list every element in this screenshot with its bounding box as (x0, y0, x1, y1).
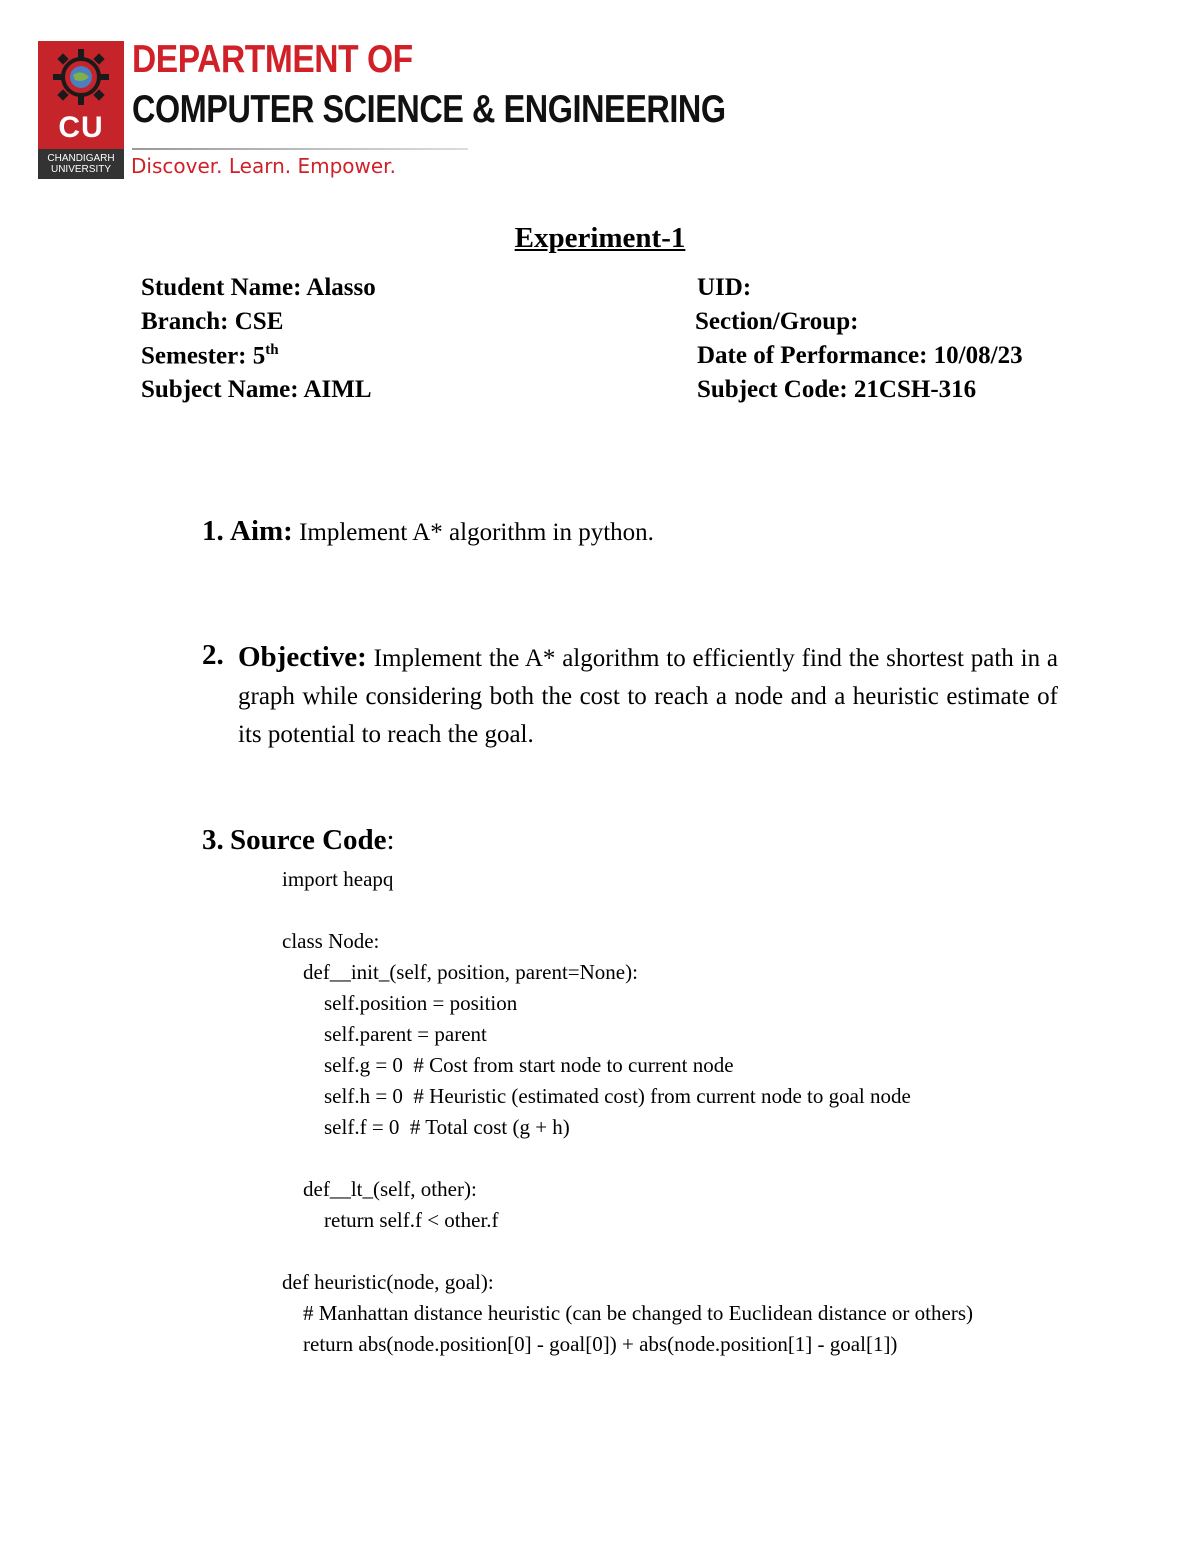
objective-text: Implement the A* algorithm to efficiently find the shortest path in a graph while considering both the cost to reach a node and a heuristic estimate of its potential to reach the goal. (238, 645, 1058, 748)
branch: Branch: CSE (141, 308, 284, 335)
objective-number (202, 636, 224, 676)
semester-suffix: th (265, 342, 279, 358)
code-line: def heuristic(node, goal): (282, 1270, 494, 1294)
source-number: 3. (202, 824, 224, 856)
logo-university-line1: CHANDIGARH (47, 153, 115, 164)
objective-number-text: 2. (202, 639, 224, 671)
code-line: # Manhattan distance heuristic (can be changed to Euclidean distance or others) (282, 1301, 973, 1325)
code-line: def__init_(self, position, parent=None): (282, 960, 638, 984)
experiment-title: Experiment-1 (514, 222, 686, 254)
aim-section (202, 512, 654, 552)
header-divider (132, 148, 468, 150)
subject-code: Subject Code: 21CSH-316 (697, 376, 977, 403)
aim-text: Implement A* algorithm in python. (292, 519, 654, 546)
semester-label: Semester: 5 (141, 342, 266, 370)
semester (141, 342, 279, 370)
university-logo (38, 41, 124, 179)
code-line: self.g = 0 # Cost from start node to current node (282, 1053, 734, 1077)
student-name: Student Name: Alasso (141, 274, 376, 301)
code-line: import heapq (282, 867, 394, 891)
source-heading: Source Code (230, 824, 387, 856)
logo-university-name (38, 149, 124, 179)
objective-heading: Objective: (238, 641, 367, 673)
code-line: class Node: (282, 929, 380, 953)
code-line: self.f = 0 # Total cost (g + h) (282, 1115, 570, 1139)
objective-section (238, 638, 1058, 754)
code-line: self.h = 0 # Heuristic (estimated cost) from current node to goal node (282, 1084, 911, 1108)
subject-name: Subject Name: AIML (141, 376, 372, 403)
section-group: Section/Group: (695, 308, 859, 335)
code-line: self.position = position (282, 991, 518, 1015)
code-line: return abs(node.position[0] - goal[0]) + abs(node.position[1] - goal[1]) (282, 1332, 898, 1356)
tagline: Discover. Learn. Empower. (131, 154, 396, 178)
date-of-performance: Date of Performance: 10/08/23 (697, 342, 1023, 369)
logo-cu-text: CU (58, 111, 104, 144)
source-colon: : (386, 824, 395, 856)
code-line: self.parent = parent (282, 1022, 487, 1046)
gear-globe-icon (51, 47, 111, 107)
uid: UID: (697, 274, 752, 301)
logo-university-line2: UNIVERSITY (50, 164, 111, 175)
aim-heading: Aim: (230, 515, 293, 547)
code-line: def__lt_(self, other): (282, 1177, 477, 1201)
aim-number: 1. (202, 515, 224, 547)
department-heading-line1: DEPARTMENT OF (132, 38, 413, 81)
code-line: return self.f < other.f (282, 1208, 499, 1232)
department-heading-line2: COMPUTER SCIENCE & ENGINEERING (132, 88, 726, 131)
source-code-section (202, 821, 395, 861)
